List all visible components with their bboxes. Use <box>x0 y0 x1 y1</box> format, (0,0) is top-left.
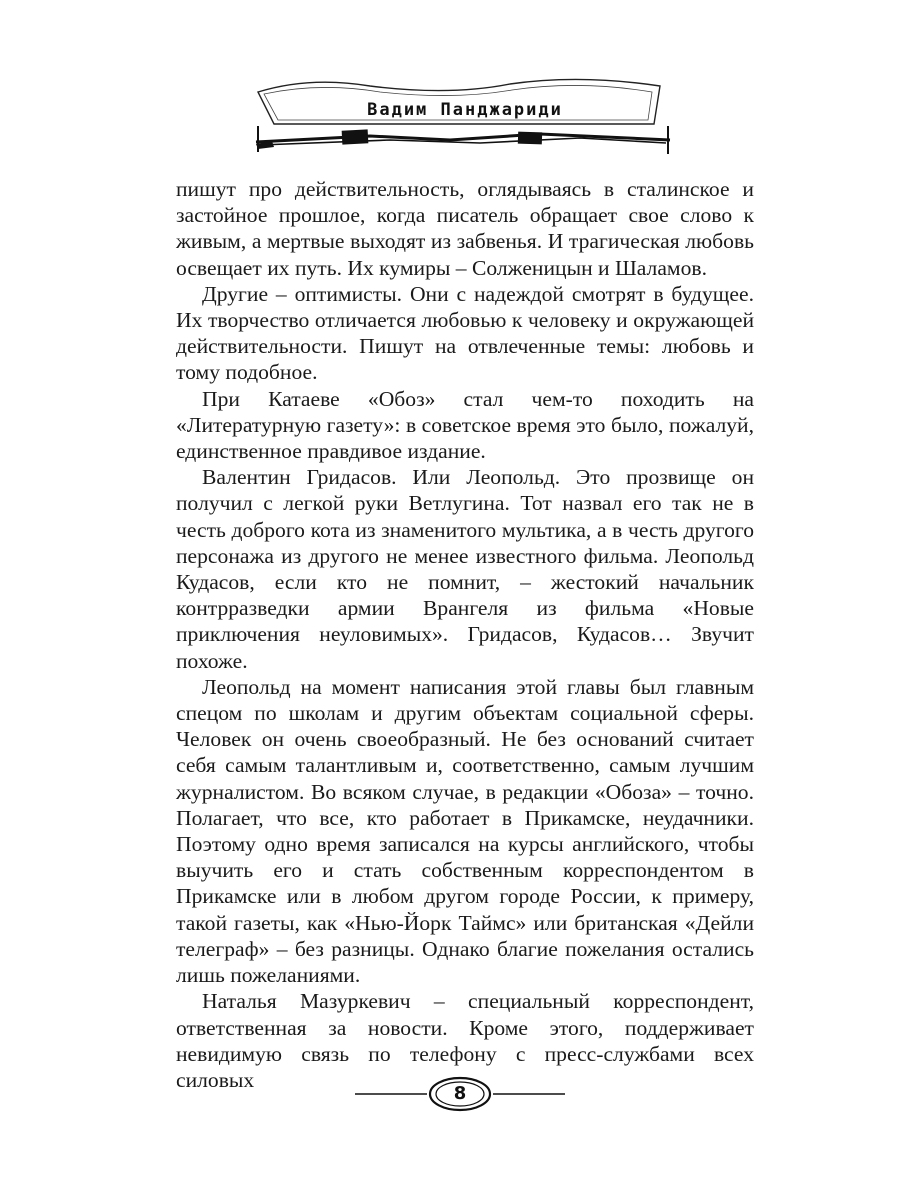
paragraph: Наталья Мазуркевич – специальный корреспондент, ответственная за новости. Кроме этого, поддерживает невидимую связь по телефону с пресс-службами всех силовых <box>176 989 754 1092</box>
body-text <box>176 176 754 1093</box>
paragraph: Леопольд на момент написания этой главы был главным спецом по школам и другим объектам социальной сферы. Человек он очень своеобразный. Не без оснований считает себя самым талантливым и, соответственно, самым лучшим журналистом. Во всяком случае, в редакции «Обоза» – точно. Полагает, что все, кто работает в Прикамске, неудачники. Поэтому одно время записался на курсы английского, чтобы выучить его и стать собственным корреспондентом в Прикамске или в любом другом городе России, к примеру, такой газеты, как «Нью-Йорк Таймс» или британская «Дейли телеграф» – без разницы. Однако благие пожелания остались лишь пожеланиями. <box>176 674 754 988</box>
paragraph: При Катаеве «Обоз» стал чем-то походить на «Литературную газету»: в советское время это было, пожалуй, единственное правдивое издание. <box>176 386 754 464</box>
paragraph: пишут про действительность, оглядываясь в сталинское и застойное прошлое, когда писатель обращает свое слово к живым, а мертвые выходят из забвенья. И трагическая любовь освещает их путь. Их кумиры – Солженицын и Шаламов. <box>176 177 754 280</box>
paragraph: Валентин Гридасов. Или Леопольд. Это прозвище он получил с легкой руки Ветлугина. Тот назвал его так не в честь доброго кота из знаменитого мультика, а в честь другого персонажа из другого не менее известного фильма. Леопольд Кудасов, если кто не помнит, – жестокий начальник контрразведки армии Врангеля из фильма «Новые приключения неуловимых». Гридасов, Кудасов… Звучит похоже. <box>176 465 754 673</box>
page-folio <box>355 1074 565 1118</box>
page-number: 8 <box>453 1083 467 1104</box>
running-header <box>250 72 680 162</box>
running-title: Вадим Панджариди <box>367 100 563 120</box>
paragraph: Другие – оптимисты. Они с надеждой смотрят в будущее. Их творчество отличается любовью к человеку и окружающей действительности. Пишут на отвлеченные темы: любовь и тому подобное. <box>176 281 754 385</box>
